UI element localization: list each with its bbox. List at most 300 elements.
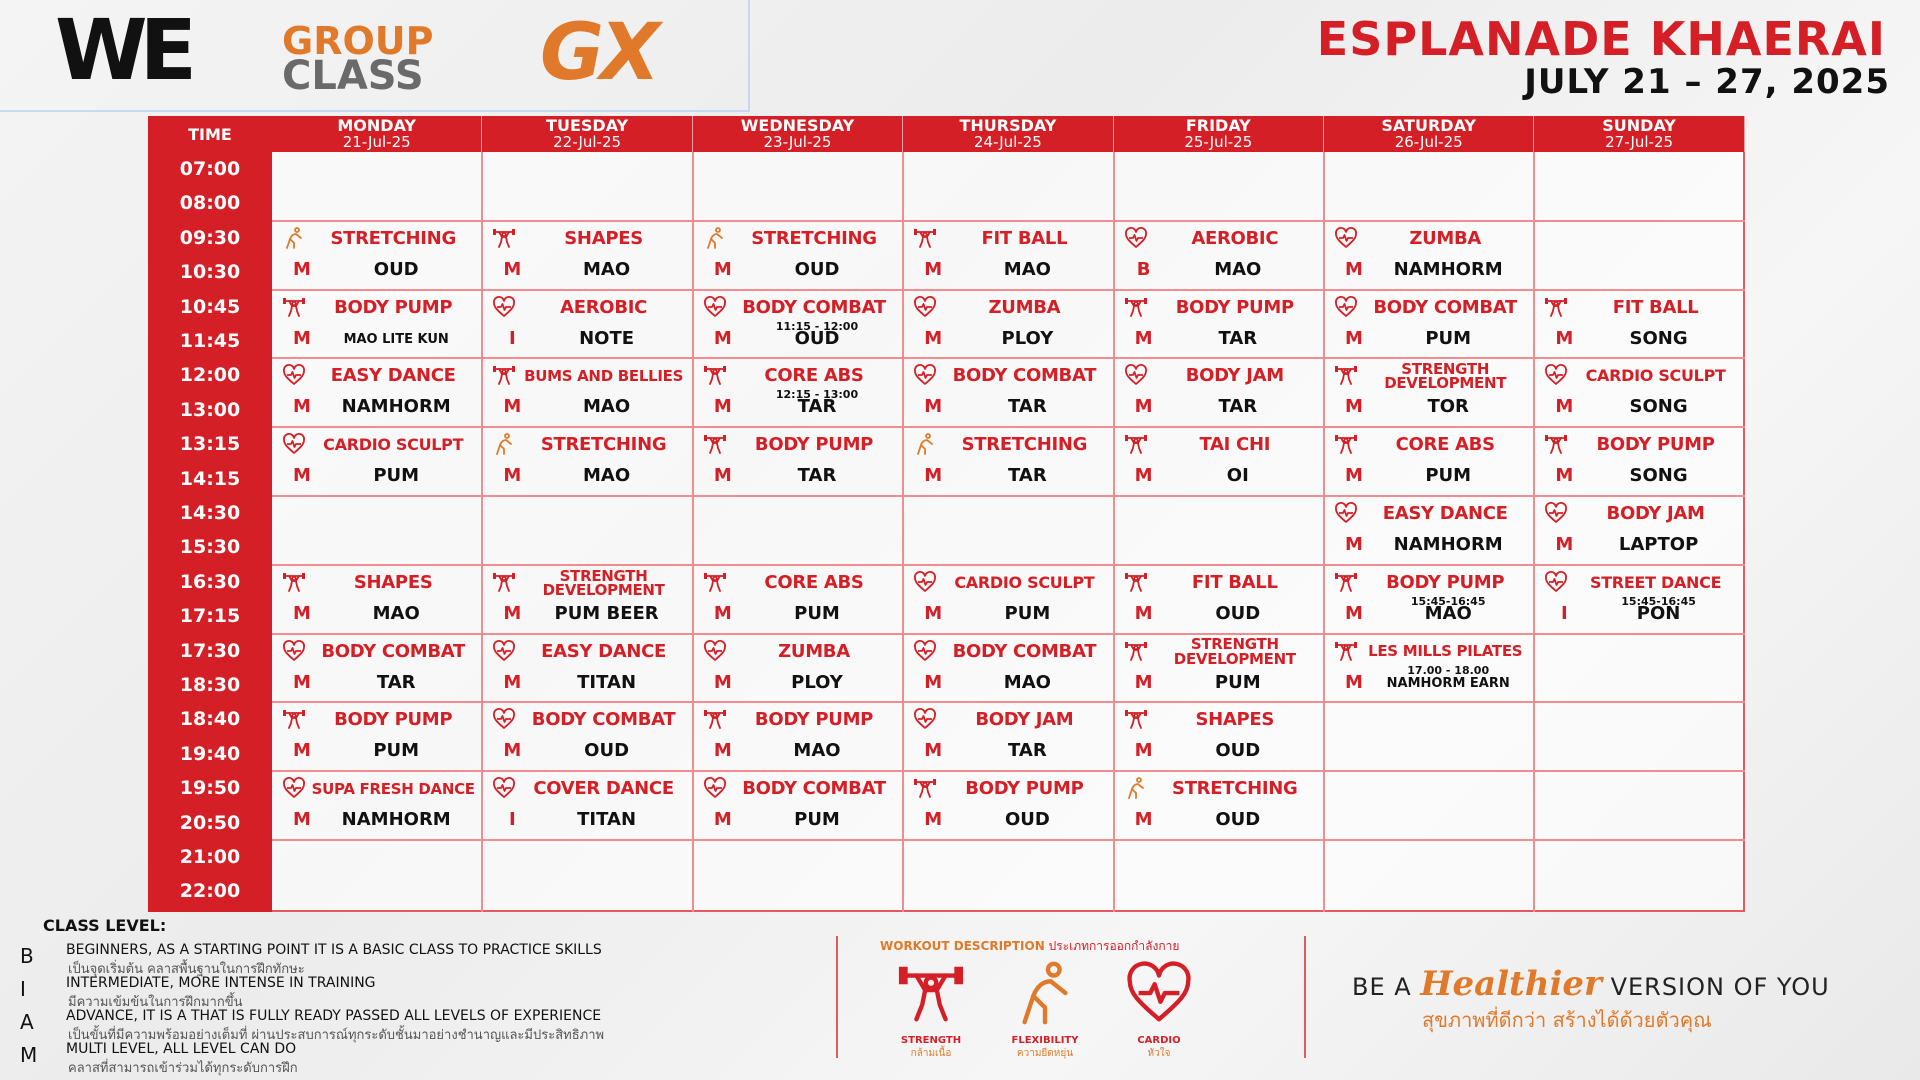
strength-icon: [1124, 432, 1148, 456]
class-level: M: [1134, 671, 1153, 693]
time-label: 17:15: [179, 605, 241, 628]
class-name: BODY PUMP: [754, 709, 874, 731]
instructor-name: SONG: [1629, 465, 1688, 487]
day-date: 24-Jul-25: [973, 133, 1042, 151]
day-date: 23-Jul-25: [763, 133, 832, 151]
instructor-name: MAO: [793, 740, 841, 762]
class-name: BODY JAM: [975, 709, 1074, 731]
logo-class: CLASS: [282, 53, 424, 99]
class-slot[interactable]: [1324, 290, 1534, 359]
class-name: STRETCHING: [540, 434, 667, 456]
time-label: 18:30: [179, 674, 241, 696]
cardio-icon: [1334, 295, 1358, 319]
instructor-name: OUD: [373, 258, 419, 280]
class-slot[interactable]: [693, 221, 903, 290]
class-level: M: [1555, 327, 1574, 349]
class-slot[interactable]: [272, 427, 482, 496]
slogan-pre: BE A: [1352, 973, 1412, 1001]
class-level: M: [1345, 396, 1363, 418]
instructor-name: OUD: [794, 327, 840, 349]
class-level: M: [293, 327, 311, 349]
class-level: I: [1561, 602, 1568, 624]
class-level: M: [1555, 396, 1574, 418]
class-slot[interactable]: [482, 427, 692, 496]
class-name: EASY DANCE: [541, 640, 667, 662]
instructor-name: TAR: [376, 671, 416, 693]
class-level: M: [1134, 465, 1153, 487]
workout-description-title: [880, 937, 1179, 956]
cardio-icon: [282, 639, 306, 663]
strength-icon: [1124, 707, 1148, 731]
class-level: M: [924, 327, 943, 349]
instructor-name: OUD: [1004, 809, 1050, 831]
class-slot[interactable]: [272, 565, 482, 634]
class-name: CORE ABS: [1395, 434, 1495, 456]
day-header: [272, 116, 482, 152]
time-label: 08:00: [179, 192, 241, 215]
class-slot[interactable]: [272, 771, 482, 840]
class-level: M: [1134, 809, 1153, 831]
strength-icon: [703, 432, 727, 456]
cardio-icon: [492, 707, 516, 731]
class-level: M: [1555, 465, 1574, 487]
class-name: BODY JAM: [1185, 365, 1284, 387]
class-name: BODY JAM: [1606, 502, 1705, 524]
level-letter: B: [20, 944, 34, 968]
class-slot[interactable]: [693, 702, 903, 771]
class-level: M: [713, 671, 732, 693]
class-slot[interactable]: [1534, 358, 1744, 427]
class-level: M: [924, 671, 943, 693]
class-slot[interactable]: [1114, 358, 1324, 427]
instructor-name: MAO: [583, 465, 631, 487]
workout-type-th: กล้ามเนื้อ: [910, 1048, 952, 1059]
class-slot[interactable]: [903, 358, 1113, 427]
class-name: EASY DANCE: [1382, 502, 1508, 524]
class-name: ZUMBA: [778, 640, 850, 662]
time-label: 21:00: [179, 846, 241, 868]
class-slot[interactable]: [1534, 427, 1744, 496]
cardio-icon: [1119, 1015, 1199, 1032]
class-slot[interactable]: [1324, 565, 1534, 634]
class-level: M: [503, 602, 522, 624]
class-level: M: [924, 465, 943, 487]
class-level: M: [1134, 396, 1153, 418]
class-name: SHAPES: [564, 227, 643, 249]
class-name: BODY PUMP: [965, 778, 1084, 800]
instructor-name: OUD: [584, 740, 630, 762]
day-name: TUESDAY: [546, 116, 629, 135]
class-level-title: CLASS LEVEL:: [43, 916, 167, 935]
class-slot[interactable]: [1114, 702, 1324, 771]
strength-icon: [1124, 639, 1148, 663]
class-name: TAI CHI: [1199, 434, 1271, 456]
time-label: 19:40: [179, 742, 241, 765]
class-slot[interactable]: [693, 427, 903, 496]
class-level: M: [713, 602, 732, 624]
class-name: AEROBIC: [560, 296, 648, 318]
class-name: STREET DANCE: [1589, 572, 1722, 592]
day-header: [903, 116, 1113, 152]
time-label: 20:50: [179, 811, 241, 834]
workout-type-th: หัวใจ: [1147, 1048, 1171, 1059]
class-slot[interactable]: [1324, 496, 1534, 565]
day-name: THURSDAY: [959, 116, 1057, 135]
instructor-name: NOTE: [579, 327, 635, 349]
time-header: TIME: [188, 124, 232, 144]
flexibility-icon: [1005, 1015, 1085, 1032]
class-slot[interactable]: [482, 771, 692, 840]
class-slot[interactable]: [1534, 290, 1744, 359]
schedule-dates: JULY 21 – 27, 2025: [1524, 62, 1890, 102]
instructor-name: NAMHORM: [1393, 258, 1503, 280]
instructor-name: PUM: [794, 809, 840, 831]
class-slot[interactable]: [1114, 427, 1324, 496]
class-name: EASY DANCE: [330, 365, 456, 387]
divider: [1304, 936, 1306, 1058]
class-slot[interactable]: [1114, 634, 1324, 703]
cardio-icon: [1124, 363, 1148, 387]
instructor-name: MAO: [1214, 258, 1262, 280]
logo-group: GROUP: [282, 19, 434, 63]
class-level: M: [1134, 602, 1153, 624]
workout-type-item: [876, 958, 986, 1061]
cardio-icon: [913, 570, 937, 594]
time-label: 14:30: [179, 502, 241, 524]
slogan: [1352, 964, 1830, 1004]
workout-type-en: FLEXIBILITY: [1011, 1035, 1079, 1046]
class-slot[interactable]: [272, 290, 482, 359]
class-name: ZUMBA: [988, 296, 1061, 318]
class-name: BODY PUMP: [1175, 296, 1294, 318]
instructor-name: TAR: [1008, 740, 1047, 762]
divider: [836, 936, 838, 1058]
strength-icon: [1334, 363, 1358, 387]
class-slot[interactable]: [693, 565, 903, 634]
cardio-icon: [492, 295, 516, 319]
class-slot[interactable]: [903, 565, 1113, 634]
day-name: SATURDAY: [1381, 116, 1476, 135]
day-date: 26-Jul-25: [1394, 133, 1463, 151]
strength-icon: [1334, 432, 1358, 456]
instructor-name: NAMHORM: [1393, 534, 1503, 555]
day-header: [1534, 116, 1744, 152]
time-label: 07:00: [179, 158, 241, 180]
class-level: M: [293, 396, 311, 418]
header: [0, 0, 1920, 115]
class-name: STRETCHING: [330, 227, 456, 249]
class-time-note: 11:15 - 12:00: [775, 319, 859, 333]
time-label: 14:15: [179, 467, 241, 490]
class-slot[interactable]: [1114, 290, 1324, 359]
time-label: 19:50: [179, 777, 241, 800]
strength-icon: [492, 363, 516, 387]
instructor-name: MAO: [1424, 602, 1472, 624]
class-slot[interactable]: [1324, 221, 1534, 290]
class-level: M: [1345, 465, 1363, 487]
brand-logo: [0, 0, 750, 112]
class-level: M: [924, 258, 943, 280]
time-label: 09:30: [179, 226, 241, 249]
class-slot[interactable]: [693, 358, 903, 427]
class-name: STRENGTH DEVELOPMENT: [1384, 360, 1507, 393]
workout-type-item: [1104, 958, 1214, 1061]
class-level: M: [293, 671, 311, 693]
class-slot[interactable]: [482, 565, 692, 634]
class-slot[interactable]: [1534, 565, 1744, 634]
instructor-name: TITAN: [577, 671, 637, 693]
time-label: 15:30: [179, 536, 241, 559]
time-label: 13:15: [179, 433, 241, 456]
flexibility-icon: [1124, 776, 1148, 800]
strength-icon: [1334, 639, 1358, 663]
day-date: 27-Jul-25: [1605, 133, 1674, 151]
class-name: STRETCHING: [1172, 778, 1298, 800]
class-level: B: [1136, 258, 1151, 280]
workout-title-th: ประเภทการออกกำลังกาย: [1048, 939, 1180, 953]
class-name: FIT BALL: [1612, 296, 1699, 318]
class-name: BODY COMBAT: [1373, 296, 1517, 318]
cardio-icon: [703, 776, 727, 800]
strength-icon: [1544, 432, 1568, 456]
class-name: BODY PUMP: [1386, 571, 1505, 593]
class-name: BODY COMBAT: [742, 778, 886, 800]
instructor-name: TAR: [1008, 465, 1047, 487]
instructor-name: TITAN: [577, 809, 637, 831]
strength-icon: [1334, 570, 1358, 594]
strength-icon: [282, 707, 306, 731]
cardio-icon: [1334, 501, 1358, 525]
class-slot[interactable]: [903, 634, 1113, 703]
class-level: M: [293, 465, 311, 487]
footer: [0, 912, 1920, 1080]
time-label: 17:30: [179, 639, 241, 662]
class-slot[interactable]: [903, 702, 1113, 771]
workout-title-en: WORKOUT DESCRIPTION: [880, 939, 1045, 953]
time-column: [148, 116, 272, 912]
instructor-name: MAO: [1003, 258, 1051, 280]
class-name: AEROBIC: [1191, 227, 1279, 249]
instructor-name: NAMHORM: [341, 809, 451, 831]
class-level: M: [713, 396, 732, 418]
instructor-name: MAO: [583, 258, 631, 280]
instructor-name: MAO: [372, 602, 420, 624]
instructor-name: PUM: [373, 740, 420, 762]
level-description-thai: เป็นจุดเริ่มต้น คลาสพื้นฐานในการฝึกทักษะ: [68, 962, 305, 977]
cardio-icon: [913, 295, 937, 319]
instructor-name: PUM: [1004, 602, 1051, 624]
class-name: BODY PUMP: [1596, 434, 1715, 456]
day-date: 25-Jul-25: [1184, 133, 1253, 151]
strength-icon: [1124, 570, 1148, 594]
class-level: M: [924, 396, 943, 418]
class-name: BODY PUMP: [754, 434, 874, 456]
class-name: CORE ABS: [764, 571, 864, 593]
day-header: [693, 116, 903, 152]
class-slot[interactable]: [482, 634, 692, 703]
class-level: M: [924, 809, 943, 831]
class-slot[interactable]: [693, 290, 903, 359]
flexibility-icon: [913, 432, 937, 456]
class-slot[interactable]: [903, 290, 1113, 359]
time-label: 10:30: [179, 261, 241, 284]
class-slot[interactable]: [1114, 221, 1324, 290]
time-label: 13:00: [179, 398, 241, 421]
class-name: STRETCHING: [961, 434, 1088, 456]
time-label: 18:40: [179, 708, 241, 731]
level-description: MULTI LEVEL, ALL LEVEL CAN DO: [66, 1041, 297, 1057]
workout-type-item: [990, 958, 1100, 1061]
day-name: SUNDAY: [1602, 116, 1676, 135]
class-level: M: [924, 602, 943, 624]
day-date: 22-Jul-25: [553, 133, 622, 151]
class-level: M: [1345, 602, 1363, 624]
class-slot[interactable]: [482, 358, 692, 427]
class-name: CORE ABS: [764, 365, 864, 387]
cardio-icon: [703, 295, 727, 319]
class-level: M: [1345, 671, 1363, 693]
class-level: M: [503, 258, 522, 280]
instructor-name: TAR: [797, 465, 837, 487]
class-level: I: [509, 809, 516, 831]
class-level: M: [1134, 740, 1153, 762]
class-name: CARDIO SCULPT: [1585, 366, 1726, 386]
strength-icon: [1124, 295, 1148, 319]
slogan-post: VERSION OF YOU: [1610, 973, 1830, 1001]
time-label: 16:30: [179, 570, 241, 593]
class-time-note: 12:15 - 13:00: [775, 388, 859, 402]
class-name: LES MILLS PILATES: [1368, 642, 1523, 661]
class-level: M: [1345, 534, 1363, 555]
class-name: ZUMBA: [1409, 227, 1482, 249]
cardio-icon: [492, 776, 516, 800]
day-header: [1114, 116, 1324, 152]
class-name: BODY COMBAT: [952, 365, 1097, 387]
class-name: BODY COMBAT: [742, 296, 886, 318]
strength-icon: [703, 707, 727, 731]
class-slot[interactable]: [1324, 427, 1534, 496]
instructor-name: PUM BEER: [554, 602, 659, 624]
cardio-icon: [1544, 570, 1568, 594]
class-name: SUPA FRESH DANCE: [311, 780, 475, 799]
flexibility-icon: [282, 226, 306, 250]
class-slot[interactable]: [272, 702, 482, 771]
class-level: M: [1555, 534, 1574, 555]
instructor-name: SONG: [1629, 327, 1688, 349]
class-slot[interactable]: [272, 221, 482, 290]
class-level: M: [503, 740, 522, 762]
class-slot[interactable]: [1534, 496, 1744, 565]
instructor-name: TOR: [1427, 396, 1469, 418]
instructor-name: PLOY: [1001, 327, 1054, 349]
class-level: M: [713, 327, 732, 349]
class-slot[interactable]: [1324, 634, 1534, 703]
class-slot[interactable]: [272, 634, 482, 703]
cardio-icon: [1544, 501, 1568, 525]
class-slot[interactable]: [693, 634, 903, 703]
strength-icon: [703, 363, 727, 387]
instructor-name: LAPTOP: [1618, 534, 1699, 555]
cardio-icon: [282, 776, 306, 800]
class-name: BUMS AND BELLIES: [524, 367, 684, 386]
strength-icon: [1544, 295, 1568, 319]
day-header: [482, 116, 692, 152]
class-slot[interactable]: [693, 771, 903, 840]
class-name: STRETCHING: [751, 227, 877, 249]
instructor-name: OUD: [1215, 809, 1261, 831]
level-description-thai: เป็นขั้นที่มีความพร้อมอย่างเต็มที่ ผ่านประสบการณ์ทุกระดับชั้นมาอย่างชำนาญและมีประสิทธิภาพ: [68, 1028, 605, 1043]
class-level: M: [293, 740, 311, 762]
class-name: BODY PUMP: [334, 296, 453, 318]
class-level: M: [503, 465, 522, 487]
instructor-name: MAO: [583, 396, 631, 418]
class-level: M: [713, 465, 732, 487]
schedule-grid: [272, 152, 1745, 912]
class-slot[interactable]: [903, 427, 1113, 496]
class-level: M: [713, 740, 732, 762]
instructor-name: TAR: [1218, 327, 1258, 349]
flexibility-icon: [703, 226, 727, 250]
class-slot[interactable]: [482, 702, 692, 771]
class-slot[interactable]: [482, 290, 692, 359]
strength-icon: [282, 570, 306, 594]
class-level: M: [293, 602, 311, 624]
class-level: M: [503, 671, 522, 693]
instructor-name: OUD: [794, 258, 840, 280]
logo-we: WE: [55, 1, 190, 99]
strength-icon: [492, 226, 516, 250]
instructor-name: OUD: [1215, 602, 1261, 624]
instructor-name: SONG: [1629, 396, 1688, 418]
class-schedule-table: [148, 116, 1745, 912]
cardio-icon: [1544, 363, 1568, 387]
class-name: STRENGTH DEVELOPMENT: [1173, 635, 1296, 668]
class-slot[interactable]: [903, 221, 1113, 290]
instructor-name: NAMHORM EARN: [1386, 675, 1510, 691]
instructor-name: PUM: [1214, 671, 1261, 693]
instructor-name: TAR: [1218, 396, 1258, 418]
class-time-note: 15:45-16:45: [1410, 594, 1486, 608]
cardio-icon: [1334, 226, 1358, 250]
instructor-name: NAMHORM: [341, 396, 451, 418]
day-header: [1324, 116, 1534, 152]
level-description: BEGINNERS, AS A STARTING POINT IT IS A BASIC CLASS TO PRACTICE SKILLS: [66, 942, 602, 958]
instructor-name: PUM: [794, 602, 840, 624]
slogan-highlight: Healthier: [1420, 964, 1602, 1004]
cardio-icon: [913, 639, 937, 663]
class-level: M: [293, 258, 311, 280]
level-letter: A: [20, 1010, 34, 1034]
level-letter: I: [20, 977, 26, 1001]
class-level: M: [713, 809, 732, 831]
class-slot[interactable]: [272, 358, 482, 427]
level-description: INTERMEDIATE, MORE INTENSE IN TRAINING: [66, 975, 376, 991]
class-slot[interactable]: [1114, 771, 1324, 840]
class-level: M: [713, 258, 732, 280]
workout-type-en: CARDIO: [1137, 1035, 1181, 1046]
logo-gx: GX: [540, 8, 657, 98]
class-slot[interactable]: [1114, 565, 1324, 634]
class-level: M: [503, 396, 522, 418]
class-name: STRENGTH DEVELOPMENT: [542, 566, 665, 599]
class-level: M: [1345, 327, 1363, 349]
strength-icon: [703, 570, 727, 594]
time-label: 10:45: [179, 295, 241, 318]
class-slot[interactable]: [482, 221, 692, 290]
level-description: ADVANCE, IT IS A THAT IS FULLY READY PASSED ALL LEVELS OF EXPERIENCE: [66, 1008, 602, 1024]
class-slot[interactable]: [903, 771, 1113, 840]
class-slot[interactable]: [1324, 358, 1534, 427]
